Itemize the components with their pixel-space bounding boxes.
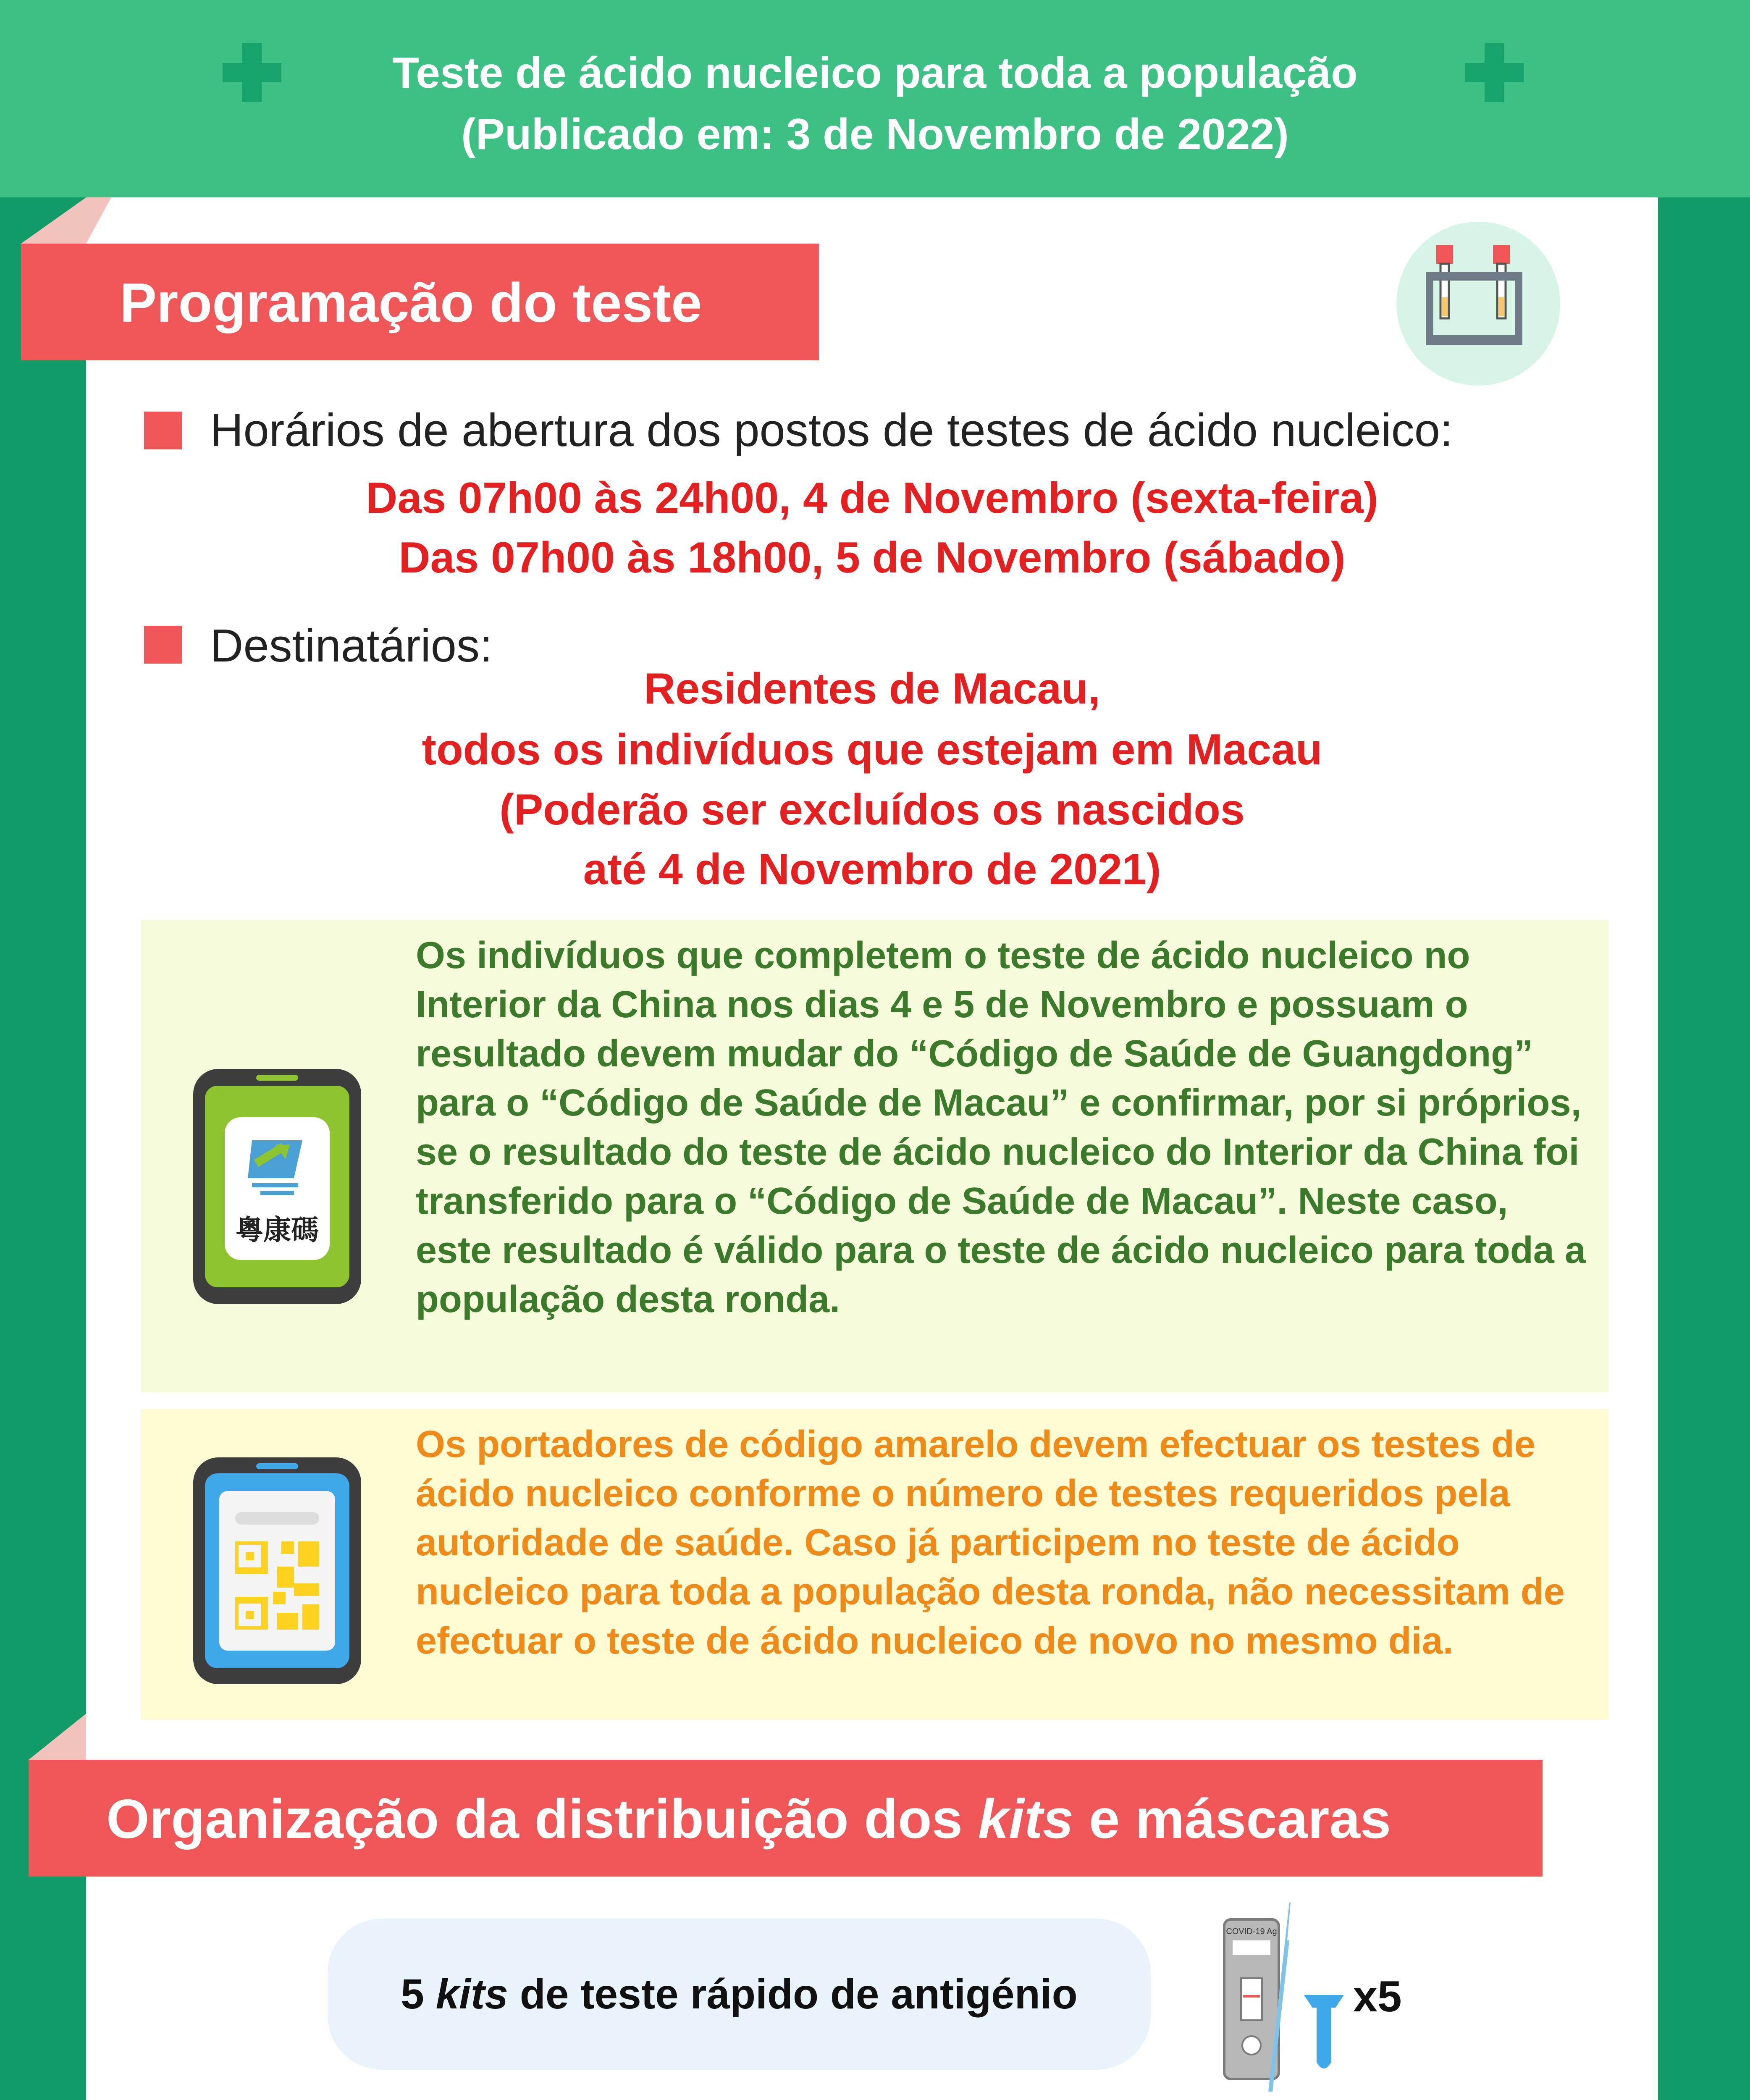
recipients-line: Residentes de Macau, <box>644 664 1100 713</box>
test-tube-rack-icon <box>1396 222 1560 386</box>
bullet-square <box>144 412 182 449</box>
guangdong-code-info-text: Os indivíduos que completem o teste de ácido nucleico no Interior da China nos dias 4 e 5 de Novembro e possuam o resultado devem mudar do “Código de Saúde de Guangdong” para o “Código de Saúde de Macau” e confirmar, por si próprios, se o resultado do teste de ácido nucleico do Interior da China foi transferido para o “Código de Saúde de Macau”. Neste caso, este resultado é válido para o teste de ácido nucleico para toda a população desta ronda. <box>416 934 1586 1320</box>
hours-line: Das 07h00 às 24h00, 4 de Novembro (sexta-feira) <box>366 474 1378 522</box>
banner-fold-decoration <box>21 197 86 244</box>
kit-multiplier: x5 <box>1353 1972 1402 2021</box>
section-title: Programação do teste <box>120 272 702 333</box>
hours-line: Das 07h00 às 18h00, 5 de Novembro (sábado) <box>399 533 1346 582</box>
page-header <box>0 0 1750 197</box>
header-publication-date: (Publicado em: 3 de Novembro de 2022) <box>461 110 1289 159</box>
recipients-line: (Poderão ser excluídos os nascidos <box>499 785 1245 834</box>
app-label: 粵康碼 <box>236 1214 319 1246</box>
antigen-kit-pill <box>328 1919 1151 2070</box>
guangdong-health-code-phone-icon <box>193 1069 361 1304</box>
section-banner-distribution <box>29 1760 1543 1877</box>
yellow-qr-code-phone-icon <box>193 1457 361 1684</box>
antigen-test-kit-icon <box>1218 1894 1361 2092</box>
section-title: Organização da distribuição dos kits e máscaras <box>106 1788 1391 1850</box>
bullet-square <box>144 626 182 664</box>
baby-icon <box>126 2094 319 2100</box>
antigen-kit-label: 5 kits de teste rápido de antigénio <box>401 1971 1078 2018</box>
recipients-line: todos os indivíduos que estejam em Macau <box>422 725 1322 774</box>
section-banner-schedule <box>21 244 819 360</box>
banner-fold-decoration <box>86 197 111 244</box>
recipients-line: até 4 de Novembro de 2021) <box>583 845 1161 894</box>
opening-hours-label: Horários de abertura dos postos de testes de ácido nucleico: <box>210 404 1453 456</box>
kit-device-label: COVID-19 Ag <box>1226 1927 1277 1936</box>
banner-fold-decoration <box>29 1714 86 1760</box>
header-title: Teste de ácido nucleico para toda a população <box>392 49 1358 97</box>
recipients-label: Destinatários: <box>210 620 493 672</box>
yellow-code-info-text: Os portadores de código amarelo devem efectuar os testes de ácido nucleico conforme o número de testes requeridos pela autoridade de saúde. Caso já participem no teste de ácido nucleico para toda a população desta ronda, não necessitam de efectuar o teste de ácido nucleico de novo no mesmo dia. <box>416 1423 1565 1662</box>
